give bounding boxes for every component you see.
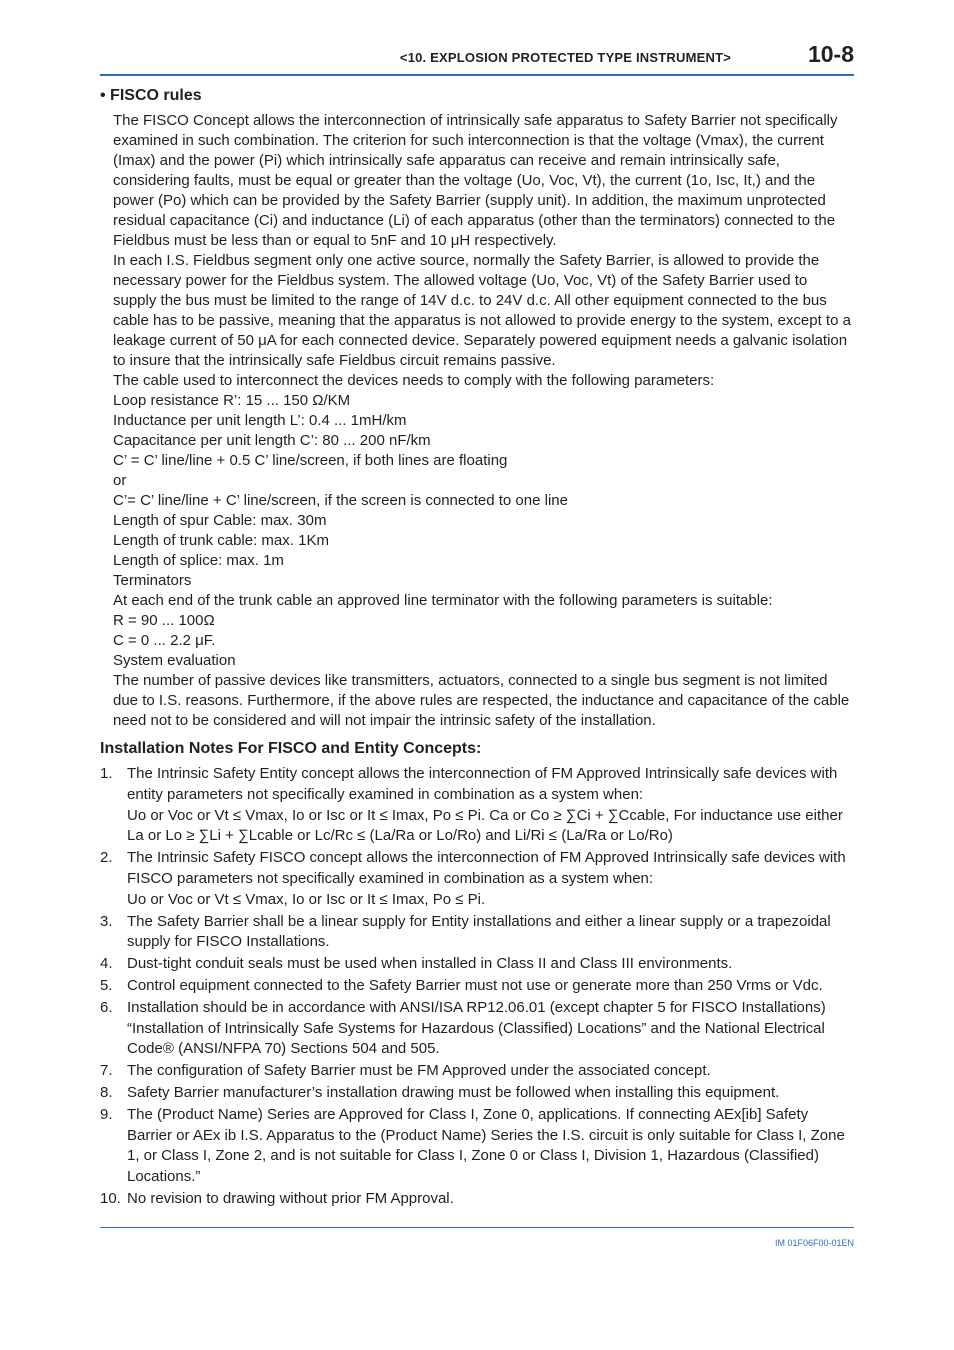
- list-number: 6.: [100, 998, 113, 1016]
- list-item-text: The Intrinsic Safety FISCO concept allows the interconnection of FM Approved Intrinsically safe devices with FISCO parameters not specifically examined in combination as a system when:: [127, 849, 846, 887]
- fisco-paragraph: C = 0 ... 2.2 μF.: [113, 632, 216, 649]
- list-item: [100, 1189, 854, 1210]
- main-content: [100, 86, 854, 1211]
- list-item-text: The configuration of Safety Barrier must be FM Approved under the associated concept.: [127, 1062, 711, 1080]
- list-number: 9.: [100, 1105, 113, 1123]
- fisco-paragraph: Length of trunk cable: max. 1Km: [113, 532, 329, 549]
- fisco-paragraph: Loop resistance R’: 15 ... 150 Ω/KM: [113, 392, 351, 409]
- list-item: [100, 912, 854, 954]
- page-header: [100, 40, 854, 76]
- fisco-paragraph: The number of passive devices like transmitters, actuators, connected to a single bus segment is not limited due to I.S. reasons. Furthermore, if the above rules are respected, the inductance and capacitance of the cable need not to be considered and will not impair the intrinsic safety of the installation.: [113, 672, 850, 729]
- list-item-text: Control equipment connected to the Safety Barrier must not use or generate more than 250 Vrms or Vdc.: [127, 976, 823, 994]
- fisco-paragraph: In each I.S. Fieldbus segment only one active source, normally the Safety Barrier, is allowed to provide the necessary power for the Fieldbus system. The allowed voltage (Uo, Voc, Vt) of the Safety Barrier used to supply the bus must be limited to the range of 14V d.c. to 24V d.c. All other equipment connected to the bus cable has to be passive, meaning that the apparatus is not allowed to provide energy to the system, except to a leakage current of 50 μA for each connected device. Separately powered equipment needs a galvanic isolation to insure that the intrinsically safe Fieldbus circuit remains passive.: [113, 252, 851, 369]
- list-item-text: The (Product Name) Series are Approved for Class I, Zone 0, applications. If connecting AEx[ib] Safety Barrier or AEx ib I.S. Apparatus to the (Product Name) Series the I.S. circuit is only suitable for Class I, Zone 1, or Class I, Zone 2, and is not suitable for Class I, Zone 0 or Class I, Division 1, Hazardous (Classified) Locations.”: [127, 1105, 845, 1186]
- fisco-paragraph: Length of splice: max. 1m: [113, 552, 284, 569]
- list-item: [100, 764, 854, 847]
- list-item-text: The Safety Barrier shall be a linear supply for Entity installations and either a linear supply or a trapezoidal supply for FISCO Installations.: [127, 912, 831, 951]
- installation-notes-list: [100, 764, 854, 1210]
- section-title: <10. EXPLOSION PROTECTED TYPE INSTRUMENT>: [399, 50, 731, 65]
- list-number: 4.: [100, 955, 113, 973]
- list-item: [100, 848, 854, 910]
- list-item-text: Dust-tight conduit seals must be used when installed in Class II and Class III environments.: [127, 955, 733, 973]
- list-item: [100, 976, 854, 997]
- list-item-extra: Uo or Voc or Vt ≤ Vmax, Io or Isc or It ≤ Imax, Po ≤ Pi.: [127, 890, 486, 908]
- list-item: [100, 1105, 854, 1188]
- fisco-paragraph: Terminators: [113, 572, 192, 589]
- fisco-paragraph: Capacitance per unit length C’: 80 ... 200 nF/km: [113, 432, 431, 449]
- header-rule: [100, 74, 854, 76]
- list-number: 1.: [100, 765, 113, 782]
- list-item: [100, 954, 854, 975]
- list-number: 10.: [100, 1189, 121, 1207]
- page-number: 10-8: [807, 41, 854, 67]
- list-number: 8.: [100, 1083, 113, 1101]
- fisco-paragraph: or: [113, 472, 127, 489]
- fisco-paragraph: The FISCO Concept allows the interconnection of intrinsically safe apparatus to Safety Barrier not specifically examined in such combination. The criterion for such interconnection is that the voltage (Vmax), the current (Imax) and the power (Pi) which intrinsically safe apparatus can receive and remain intrinsically safe, considering faults, must be equal or greater than the voltage (Uo, Voc, Vt), the current (1o, Isc, It,) and the power (Po) which can be provided by the Safety Barrier (supply unit). In addition, the maximum unprotected residual capacitance (Ci) and inductance (Li) of each apparatus (other than the terminators) connected to the Fieldbus must be less than or equal to 5nF and 10 μH respectively.: [113, 112, 838, 249]
- list-number: 5.: [100, 976, 113, 994]
- list-item: [100, 1083, 854, 1104]
- document-id: IM 01F06F00-01EN: [774, 1238, 854, 1248]
- list-item: [100, 1061, 854, 1082]
- list-number: 7.: [100, 1062, 113, 1080]
- list-number: 3.: [100, 912, 113, 930]
- list-item-text: No revision to drawing without prior FM Approval.: [127, 1189, 454, 1207]
- fisco-paragraph: C’ = C’ line/line + 0.5 C’ line/screen, if both lines are floating: [113, 452, 508, 469]
- fisco-paragraph: Length of spur Cable: max. 30m: [113, 512, 327, 529]
- fisco-paragraph: C’= C’ line/line + C’ line/screen, if the screen is connected to one line: [113, 492, 568, 509]
- footer-rule: [100, 1227, 854, 1228]
- fisco-paragraph: At each end of the trunk cable an approved line terminator with the following parameters is suitable:: [113, 592, 773, 609]
- fisco-paragraph: Inductance per unit length L’: 0.4 ... 1mH/km: [113, 412, 407, 429]
- fisco-paragraph: System evaluation: [113, 652, 236, 669]
- list-item-text: Safety Barrier manufacturer’s installation drawing must be followed when installing this equipment.: [127, 1083, 780, 1101]
- fisco-rules-body: [113, 111, 854, 731]
- fisco-paragraph: R = 90 ... 100Ω: [113, 612, 215, 629]
- fisco-rules-heading: • FISCO rules: [100, 87, 202, 104]
- list-item-text: Installation should be in accordance with ANSI/ISA RP12.06.01 (except chapter 5 for FISCO Installations) “Installation of Intrinsically Safe Systems for Hazardous (Classified) Locations” and the National Electrical Code® (ANSI/NFPA 70) Sections 504 and 505.: [127, 998, 826, 1058]
- installation-notes-heading: Installation Notes For FISCO and Entity Concepts:: [100, 740, 482, 757]
- list-item-extra: Uo or Voc or Vt ≤ Vmax, Io or Isc or It ≤ Imax, Po ≤ Pi. Ca or Co ≥ ∑Ci + ∑Ccable, For inductance use either La or Lo ≥ ∑Li + ∑Lcable or Lc/Rc ≤ (La/Ra or Lo/Ro) and Li/Ri ≤ (La/Ra or Lo/Ro): [127, 806, 843, 845]
- list-item: [100, 998, 854, 1060]
- list-item-text: The Intrinsic Safety Entity concept allows the interconnection of FM Approved Intrinsically safe devices with entity parameters not specifically examined in combination as a system when:: [127, 765, 838, 803]
- list-number: 2.: [100, 849, 113, 867]
- fisco-paragraph: The cable used to interconnect the devices needs to comply with the following parameters:: [113, 372, 715, 389]
